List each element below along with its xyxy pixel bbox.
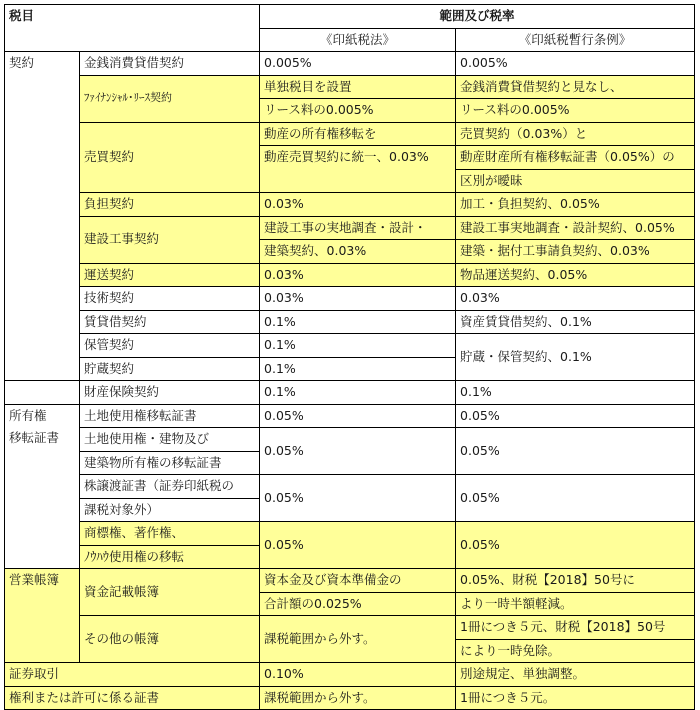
table-row bbox=[5, 122, 695, 146]
law-cell: 0.1% bbox=[260, 357, 456, 381]
group-ownership bbox=[5, 404, 80, 569]
ordinance-cell: 売買契約（0.03%）と bbox=[456, 122, 695, 146]
law-cell: 0.05% bbox=[260, 475, 456, 522]
group-ownership-line: 所有権 bbox=[9, 407, 47, 423]
table-row bbox=[5, 193, 695, 217]
item-cell: 保管契約 bbox=[80, 334, 260, 358]
table-row bbox=[5, 663, 695, 687]
group-contract: 契約 bbox=[5, 52, 80, 381]
ordinance-cell: 0.1% bbox=[456, 381, 695, 405]
ordinance-cell: リース料の0.005% bbox=[456, 99, 695, 123]
header-scope: 範囲及び税率 bbox=[260, 5, 695, 29]
item-cell: 貯蔵契約 bbox=[80, 357, 260, 381]
item-cell: 土地使用権移転証書 bbox=[80, 404, 260, 428]
ordinance-cell: により一時免除。 bbox=[456, 639, 695, 663]
item-cell: 課税対象外） bbox=[80, 498, 260, 522]
ordinance-cell: 区別が曖昧 bbox=[456, 169, 695, 193]
table-row bbox=[5, 569, 695, 593]
item-cell: 運送契約 bbox=[80, 263, 260, 287]
ordinance-cell: 別途規定、単独調整。 bbox=[456, 663, 695, 687]
table-row bbox=[5, 428, 695, 452]
ordinance-cell: 動産財産所有権移転証書（0.05%）の bbox=[456, 146, 695, 170]
ordinance-cell: 建築・据付工事請負契約、0.03% bbox=[456, 240, 695, 264]
table-row bbox=[5, 75, 695, 99]
law-cell: 0.05% bbox=[260, 404, 456, 428]
table-row bbox=[5, 287, 695, 311]
ordinance-cell: 建設工事実地調査・設計契約、0.05% bbox=[456, 216, 695, 240]
ordinance-cell: 0.05% bbox=[456, 428, 695, 475]
item-cell: 技術契約 bbox=[80, 287, 260, 311]
table-row bbox=[5, 404, 695, 428]
stamp-tax-comparison-table bbox=[4, 4, 695, 710]
ordinance-cell: 貯蔵・保管契約、0.1% bbox=[456, 334, 695, 381]
law-cell: 0.1% bbox=[260, 334, 456, 358]
header-ordinance: 《印紙税暫行条例》 bbox=[456, 28, 695, 52]
ordinance-cell: 金銭消費貸借契約と見なし、 bbox=[456, 75, 695, 99]
table-row bbox=[5, 381, 695, 405]
item-cell: 財産保険契約 bbox=[80, 381, 260, 405]
ordinance-cell: 資産賃貸借契約、0.1% bbox=[456, 310, 695, 334]
ordinance-cell: 1冊につき５元。 bbox=[456, 686, 695, 710]
table-row bbox=[5, 475, 695, 499]
group-license: 権利または許可に係る証書 bbox=[5, 686, 260, 710]
law-cell: 課税範囲から外す。 bbox=[260, 686, 456, 710]
law-cell: 0.03% bbox=[260, 287, 456, 311]
ordinance-cell: 0.05%、財税【2018】50号に bbox=[456, 569, 695, 593]
table-row bbox=[5, 522, 695, 546]
law-cell: 建築契約、0.03% bbox=[260, 240, 456, 264]
law-cell: 0.03% bbox=[260, 263, 456, 287]
law-cell: 動産売買契約に統一、0.03% bbox=[260, 146, 456, 193]
table-row bbox=[5, 263, 695, 287]
group-ownership-line: 移転証書 bbox=[9, 430, 60, 445]
item-cell: 資金記載帳簿 bbox=[80, 569, 260, 616]
table-row bbox=[5, 310, 695, 334]
item-cell: 土地使用権・建物及び bbox=[80, 428, 260, 452]
table-row bbox=[5, 616, 695, 640]
ordinance-cell: 0.05% bbox=[456, 475, 695, 522]
item-cell: 金銭消費貸借契約 bbox=[80, 52, 260, 76]
item-cell: ﾌｧｲﾅﾝｼｬﾙ･ﾘｰｽ契約 bbox=[80, 75, 260, 122]
item-cell: 賃貸借契約 bbox=[80, 310, 260, 334]
law-cell: 0.1% bbox=[260, 310, 456, 334]
header-category: 税目 bbox=[5, 5, 260, 52]
ordinance-cell: より一時半額軽減。 bbox=[456, 592, 695, 616]
table-row bbox=[5, 686, 695, 710]
item-cell: ﾉｳﾊｳ使用権の移転 bbox=[80, 545, 260, 569]
ordinance-cell: 0.03% bbox=[456, 287, 695, 311]
table-row bbox=[5, 52, 695, 76]
item-cell: 建築物所有権の移転証書 bbox=[80, 451, 260, 475]
law-cell: 課税範囲から外す。 bbox=[260, 616, 456, 663]
header-law: 《印紙税法》 bbox=[260, 28, 456, 52]
ordinance-cell: 加工・負担契約、0.05% bbox=[456, 193, 695, 217]
item-cell: 株譲渡証書（証券印紙税の bbox=[80, 475, 260, 499]
law-cell: 資本金及び資本準備金の bbox=[260, 569, 456, 593]
item-cell: 負担契約 bbox=[80, 193, 260, 217]
law-cell: 建設工事の実地調査・設計・ bbox=[260, 216, 456, 240]
group-business-books: 営業帳簿 bbox=[5, 569, 80, 663]
ordinance-cell: 0.005% bbox=[456, 52, 695, 76]
law-cell: 単独税目を設置 bbox=[260, 75, 456, 99]
law-cell: リース料の0.005% bbox=[260, 99, 456, 123]
law-cell: 合計額の0.025% bbox=[260, 592, 456, 616]
item-cell: 建設工事契約 bbox=[80, 216, 260, 263]
law-cell: 0.1% bbox=[260, 381, 456, 405]
law-cell: 0.10% bbox=[260, 663, 456, 687]
law-cell: 0.03% bbox=[260, 193, 456, 217]
ordinance-cell: 0.05% bbox=[456, 522, 695, 569]
ordinance-cell: 0.05% bbox=[456, 404, 695, 428]
item-cell: その他の帳簿 bbox=[80, 616, 260, 663]
item-cell: 商標権、著作権、 bbox=[80, 522, 260, 546]
group-securities: 証券取引 bbox=[5, 663, 260, 687]
law-cell: 0.05% bbox=[260, 428, 456, 475]
table-row bbox=[5, 334, 695, 358]
law-cell: 0.05% bbox=[260, 522, 456, 569]
ordinance-cell: 1冊につき５元、財税【2018】50号 bbox=[456, 616, 695, 640]
header-row bbox=[5, 5, 695, 29]
table-row bbox=[5, 216, 695, 240]
law-cell: 0.005% bbox=[260, 52, 456, 76]
item-cell: 売買契約 bbox=[80, 122, 260, 193]
ordinance-cell: 物品運送契約、0.05% bbox=[456, 263, 695, 287]
group-contract-spacer bbox=[5, 381, 80, 405]
law-cell: 動産の所有権移転を bbox=[260, 122, 456, 146]
